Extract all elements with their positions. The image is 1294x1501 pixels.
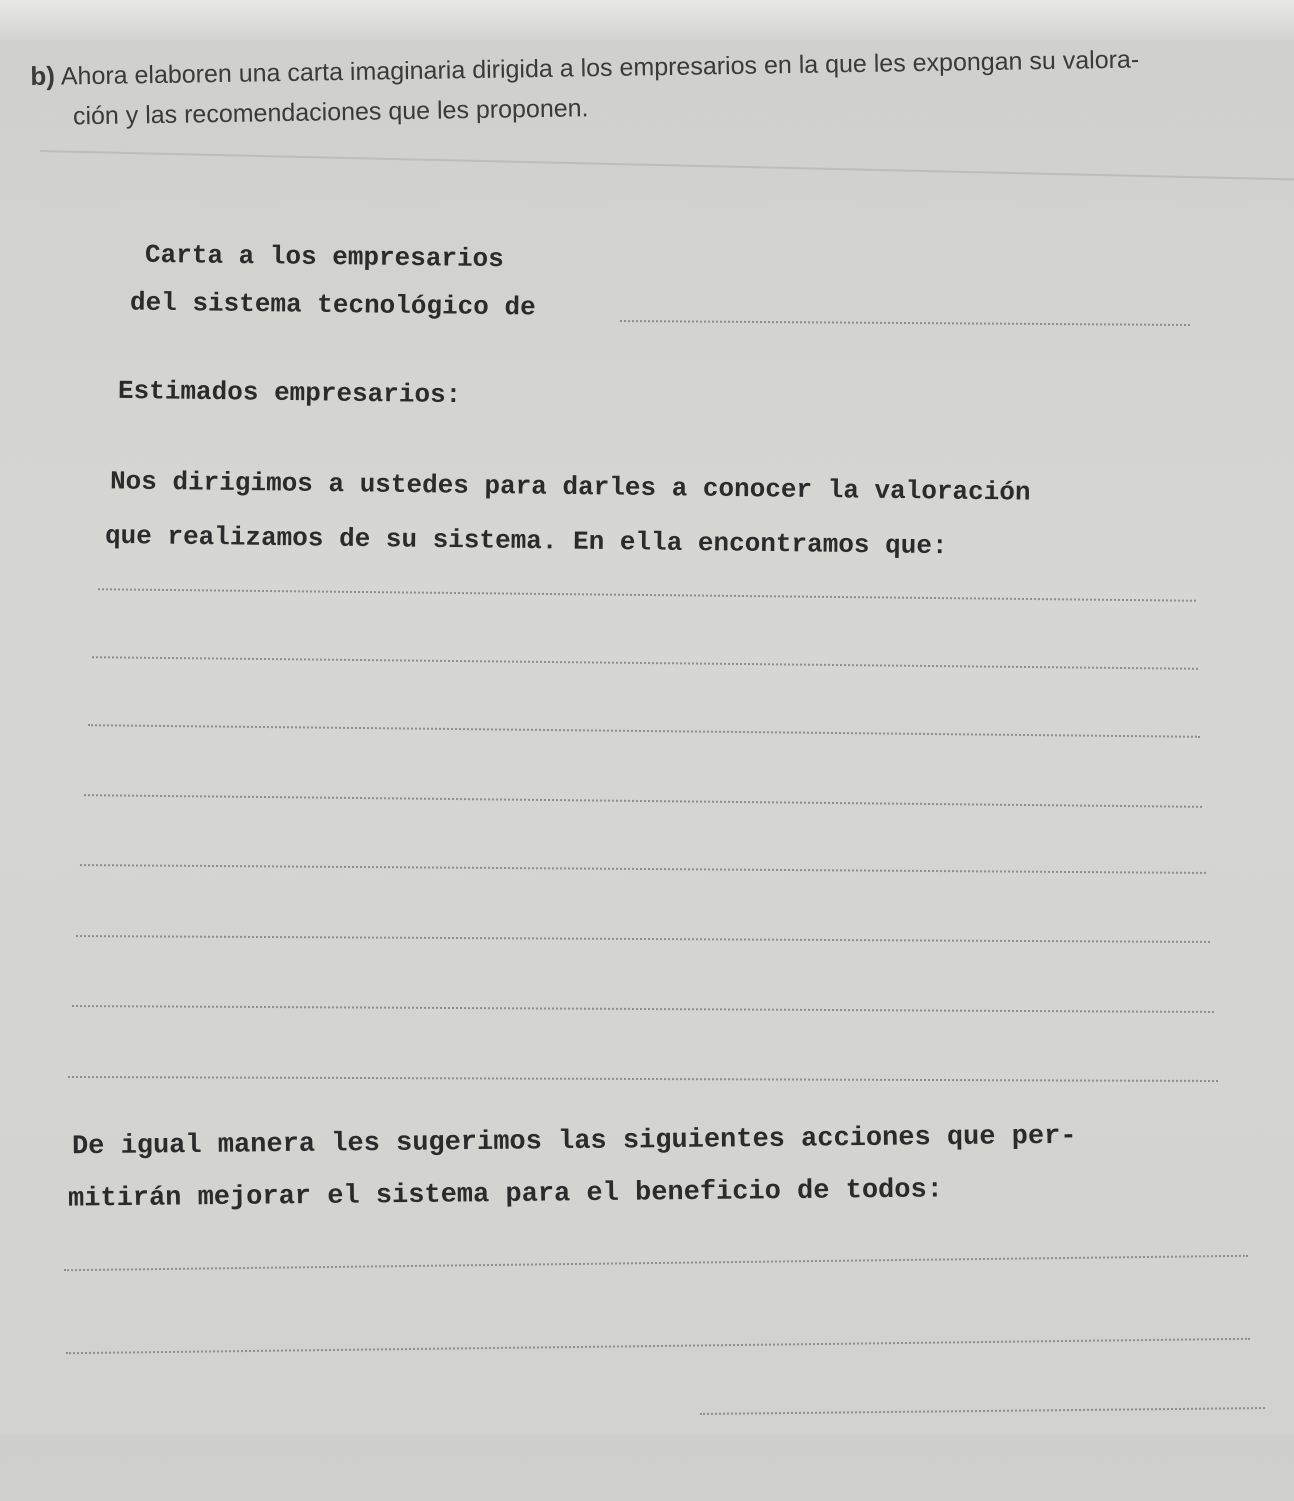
page-top-edge	[0, 0, 1294, 40]
letter-body-line-1: Nos dirigimos a ustedes para darles a conocer la valoración	[109, 466, 1031, 508]
instruction-line-2: ción y las recomendaciones que les proponen.	[72, 94, 589, 131]
letter-heading-line-1: Carta a los empresarios	[144, 239, 505, 275]
exercise-marker: b)	[30, 60, 56, 91]
letter-suggestion-line-2: mitirán mejorar el sistema para el beneficio de todos:	[67, 1175, 944, 1215]
letter-body-line-2: que realizamos de su sistema. En ella encontramos que:	[104, 520, 948, 562]
exercise-instruction	[30, 36, 1281, 137]
letter-frame	[10, 150, 1294, 1501]
letter-heading-line-2: del sistema tecnológico de	[129, 287, 536, 323]
letter-suggestion-line-1: De igual manera les sugerimos las siguientes acciones que per-	[71, 1121, 1077, 1163]
instruction-line-1: Ahora elaboren una carta imaginaria dirigida a los empresarios en la que les expongan su valora-	[60, 45, 1140, 91]
letter-greeting: Estimados empresarios:	[117, 375, 462, 411]
